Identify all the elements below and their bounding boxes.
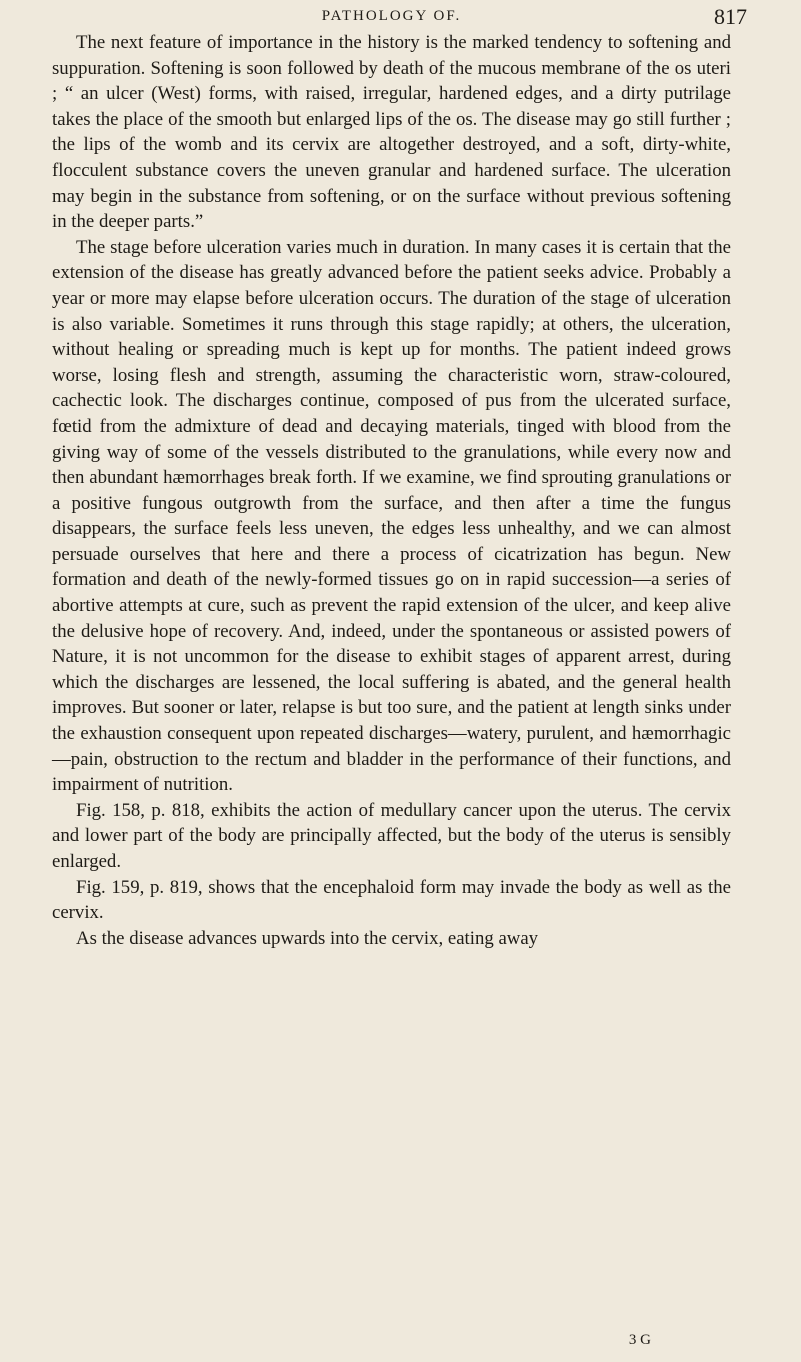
- body-text: [52, 30, 731, 951]
- paragraph-fig-159: Fig. 159, p. 819, shows that the encephaloid form may invade the body as well as the cervix.: [52, 876, 731, 924]
- running-title: PATHOLOGY OF.: [321, 8, 462, 24]
- paragraph-softening: The next feature of importance in the history is the marked tendency to softening and suppuration. Softening is soon followed by death of the mucous membrane of the os uteri ; “ an ulcer (West) forms, with raised, irregular, hardened edges, and a dirty putrilage takes the place of the smooth but enlarged lips of the os. The disease may go still further ; the lips of the womb and its cervix are altogether destroyed, and a soft, dirty-white, flocculent substance covers the uneven granular and hardened surface. The ulceration may begin in the substance from softening, or on the surface without previous softening in the deeper parts.”: [52, 32, 731, 233]
- paragraph-fig-158: Fig. 158, p. 818, exhibits the action of medullary cancer upon the uterus. The cervix and lower part of the body are principally affected, but the body of the uterus is sensibly enlarged.: [52, 799, 731, 872]
- running-head: [52, 0, 747, 30]
- paragraph-continuation: As the disease advances upwards into the cervix, eating away: [76, 927, 539, 949]
- signature-mark: 3 G: [628, 1332, 651, 1348]
- paragraph-ulceration-stage: The stage before ulceration varies much in duration. In many cases it is certain that the extension of the disease has greatly advanced before the patient seeks advice. Probably a year or more may elapse before ulceration occurs. The duration of the stage of ulceration is also variable. Sometimes it runs through this stage rapidly; at others, the ulceration, without healing or spreading much is kept up for months. The patient indeed grows worse, losing flesh and strength, assuming the characteristic worn, straw-coloured, cachectic look. The discharges continue, composed of pus from the ulcerated surface, fœtid from the admixture of dead and decaying materials, tinged with blood from the giving way of some of the vessels distributed to the granulations, while every now and then abundant hæmorrhages break forth. If we examine, we find sprouting granulations or a positive fungous outgrowth from the surface, and then after a time the fungus disappears, the surface feels less uneven, the edges less unhealthy, and we can almost persuade ourselves that here and there a process of cicatrization has begun. New formation and death of the newly-formed tissues go on in rapid succession—a series of abortive attempts at cure, such as prevent the rapid extension of the ulcer, and keep alive the delusive hope of recovery. And, indeed, under the spontaneous or assisted powers of Nature, it is not uncommon for the disease to exhibit stages of apparent arrest, during which the discharges are lessened, the local suffering is abated, and the general health improves. But sooner or later, relapse is but too sure, and the patient at length sinks under the exhaustion consequent upon repeated discharges—watery, purulent, and hæmorrhagic—pain, obstruction to the rectum and bladder in the performance of their functions, and impairment of nutrition.: [52, 236, 731, 796]
- page-number: 817: [714, 4, 747, 29]
